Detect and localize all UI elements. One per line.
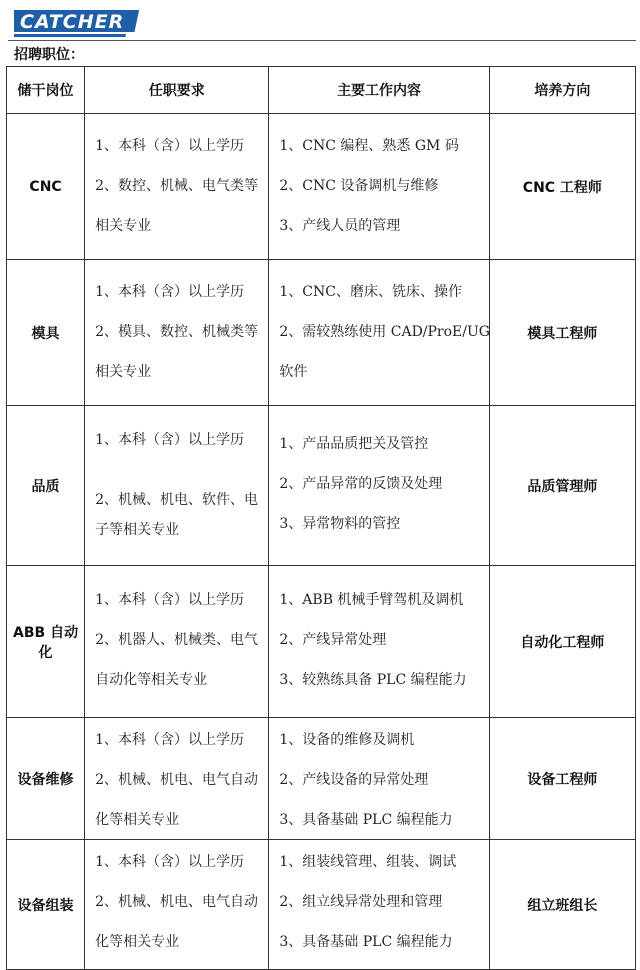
position-title: 模具 — [7, 260, 85, 406]
header-duties: 主要工作内容 — [269, 67, 489, 114]
duties-cell — [269, 260, 489, 406]
catcher-logo — [14, 6, 142, 38]
duty-line: 3、产线人员的管理 — [279, 218, 401, 234]
position-title: 设备维修 — [7, 718, 85, 840]
table-row — [7, 260, 636, 406]
duty-line: 1、CNC、磨床、铣床、操作 — [279, 284, 462, 300]
requirement-line: 2、机械、机电、电气自动 — [95, 894, 259, 910]
logo-text: CATCHER — [20, 11, 125, 33]
duties-cell — [269, 114, 489, 260]
table-row — [7, 406, 636, 566]
duties-cell — [269, 840, 489, 970]
duty-line: 3、具备基础 PLC 编程能力 — [279, 934, 453, 950]
table-row — [7, 718, 636, 840]
position-title: CNC — [7, 114, 85, 260]
duty-line: 软件 — [279, 364, 308, 380]
requirements-cell — [85, 260, 269, 406]
requirement-line: 1、本科（含）以上学历 — [95, 138, 245, 154]
catcher-logo-graphic — [14, 6, 142, 38]
duty-line: 1、设备的维修及调机 — [279, 732, 415, 748]
career-direction: CNC 工程师 — [489, 114, 635, 260]
duty-line: 3、具备基础 PLC 编程能力 — [279, 812, 453, 828]
duty-line: 1、ABB 机械手臂驾机及调机 — [279, 592, 464, 608]
requirements-cell — [85, 718, 269, 840]
requirements-cell — [85, 840, 269, 970]
table-row — [7, 840, 636, 970]
duty-line: 3、异常物料的管控 — [279, 516, 401, 532]
career-direction: 设备工程师 — [489, 718, 635, 840]
career-direction: 组立班组长 — [489, 840, 635, 970]
requirement-line: 相关专业 — [95, 218, 152, 234]
duty-line: 2、CNC 设备调机与维修 — [279, 178, 439, 194]
duty-line: 1、CNC 编程、熟悉 GM 码 — [279, 138, 459, 154]
duty-line: 2、组立线异常处理和管理 — [279, 894, 443, 910]
duty-line: 1、产品品质把关及管控 — [279, 436, 429, 452]
requirement-line: 自动化等相关专业 — [95, 672, 208, 688]
header-direction: 培养方向 — [489, 67, 635, 114]
table-row — [7, 566, 636, 718]
position-title: 设备组装 — [7, 840, 85, 970]
requirement-line: 2、模具、数控、机械类等 — [95, 324, 259, 340]
requirements-cell — [85, 566, 269, 718]
header-position: 储干岗位 — [7, 67, 85, 114]
duty-line: 2、产线异常处理 — [279, 632, 387, 648]
duties-cell — [269, 566, 489, 718]
career-direction: 自动化工程师 — [489, 566, 635, 718]
career-direction: 品质管理师 — [489, 406, 635, 566]
duty-line: 2、产线设备的异常处理 — [279, 772, 429, 788]
table-row — [7, 114, 636, 260]
requirement-line: 1、本科（含）以上学历 — [95, 732, 245, 748]
requirement-line: 化等相关专业 — [95, 812, 180, 828]
requirement-line: 1、本科（含）以上学历 — [95, 284, 245, 300]
table-header-row — [7, 67, 636, 114]
duty-line: 1、组装线管理、组装、调试 — [279, 854, 457, 870]
requirement-line: 2、机械、机电、软件、电 — [95, 492, 259, 508]
requirements-cell — [85, 114, 269, 260]
duty-line: 3、较熟练具备 PLC 编程能力 — [279, 672, 467, 688]
position-title: ABB 自动化 — [7, 566, 85, 718]
requirements-cell — [85, 406, 269, 566]
requirement-line: 2、数控、机械、电气类等 — [95, 178, 259, 194]
requirement-line: 2、机器人、机械类、电气 — [95, 632, 259, 648]
requirement-line: 1、本科（含）以上学历 — [95, 432, 245, 448]
requirement-line: 1、本科（含）以上学历 — [95, 592, 245, 608]
duty-line: 2、产品异常的反馈及处理 — [279, 476, 443, 492]
header-requirements: 任职要求 — [85, 67, 269, 114]
duties-cell — [269, 406, 489, 566]
duties-cell — [269, 718, 489, 840]
header-divider — [8, 40, 636, 41]
position-title: 品质 — [7, 406, 85, 566]
requirement-line: 相关专业 — [95, 364, 152, 380]
requirement-line: 2、机械、机电、电气自动 — [95, 772, 259, 788]
requirement-line: 子等相关专业 — [95, 522, 180, 538]
requirement-line: 化等相关专业 — [95, 934, 180, 950]
requirement-line: 1、本科（含）以上学历 — [95, 854, 245, 870]
section-title: 招聘职位： — [14, 47, 84, 63]
duty-line: 2、需较熟练使用 CAD/ProE/UG — [279, 324, 490, 340]
jobs-table — [6, 66, 636, 970]
career-direction: 模具工程师 — [489, 260, 635, 406]
